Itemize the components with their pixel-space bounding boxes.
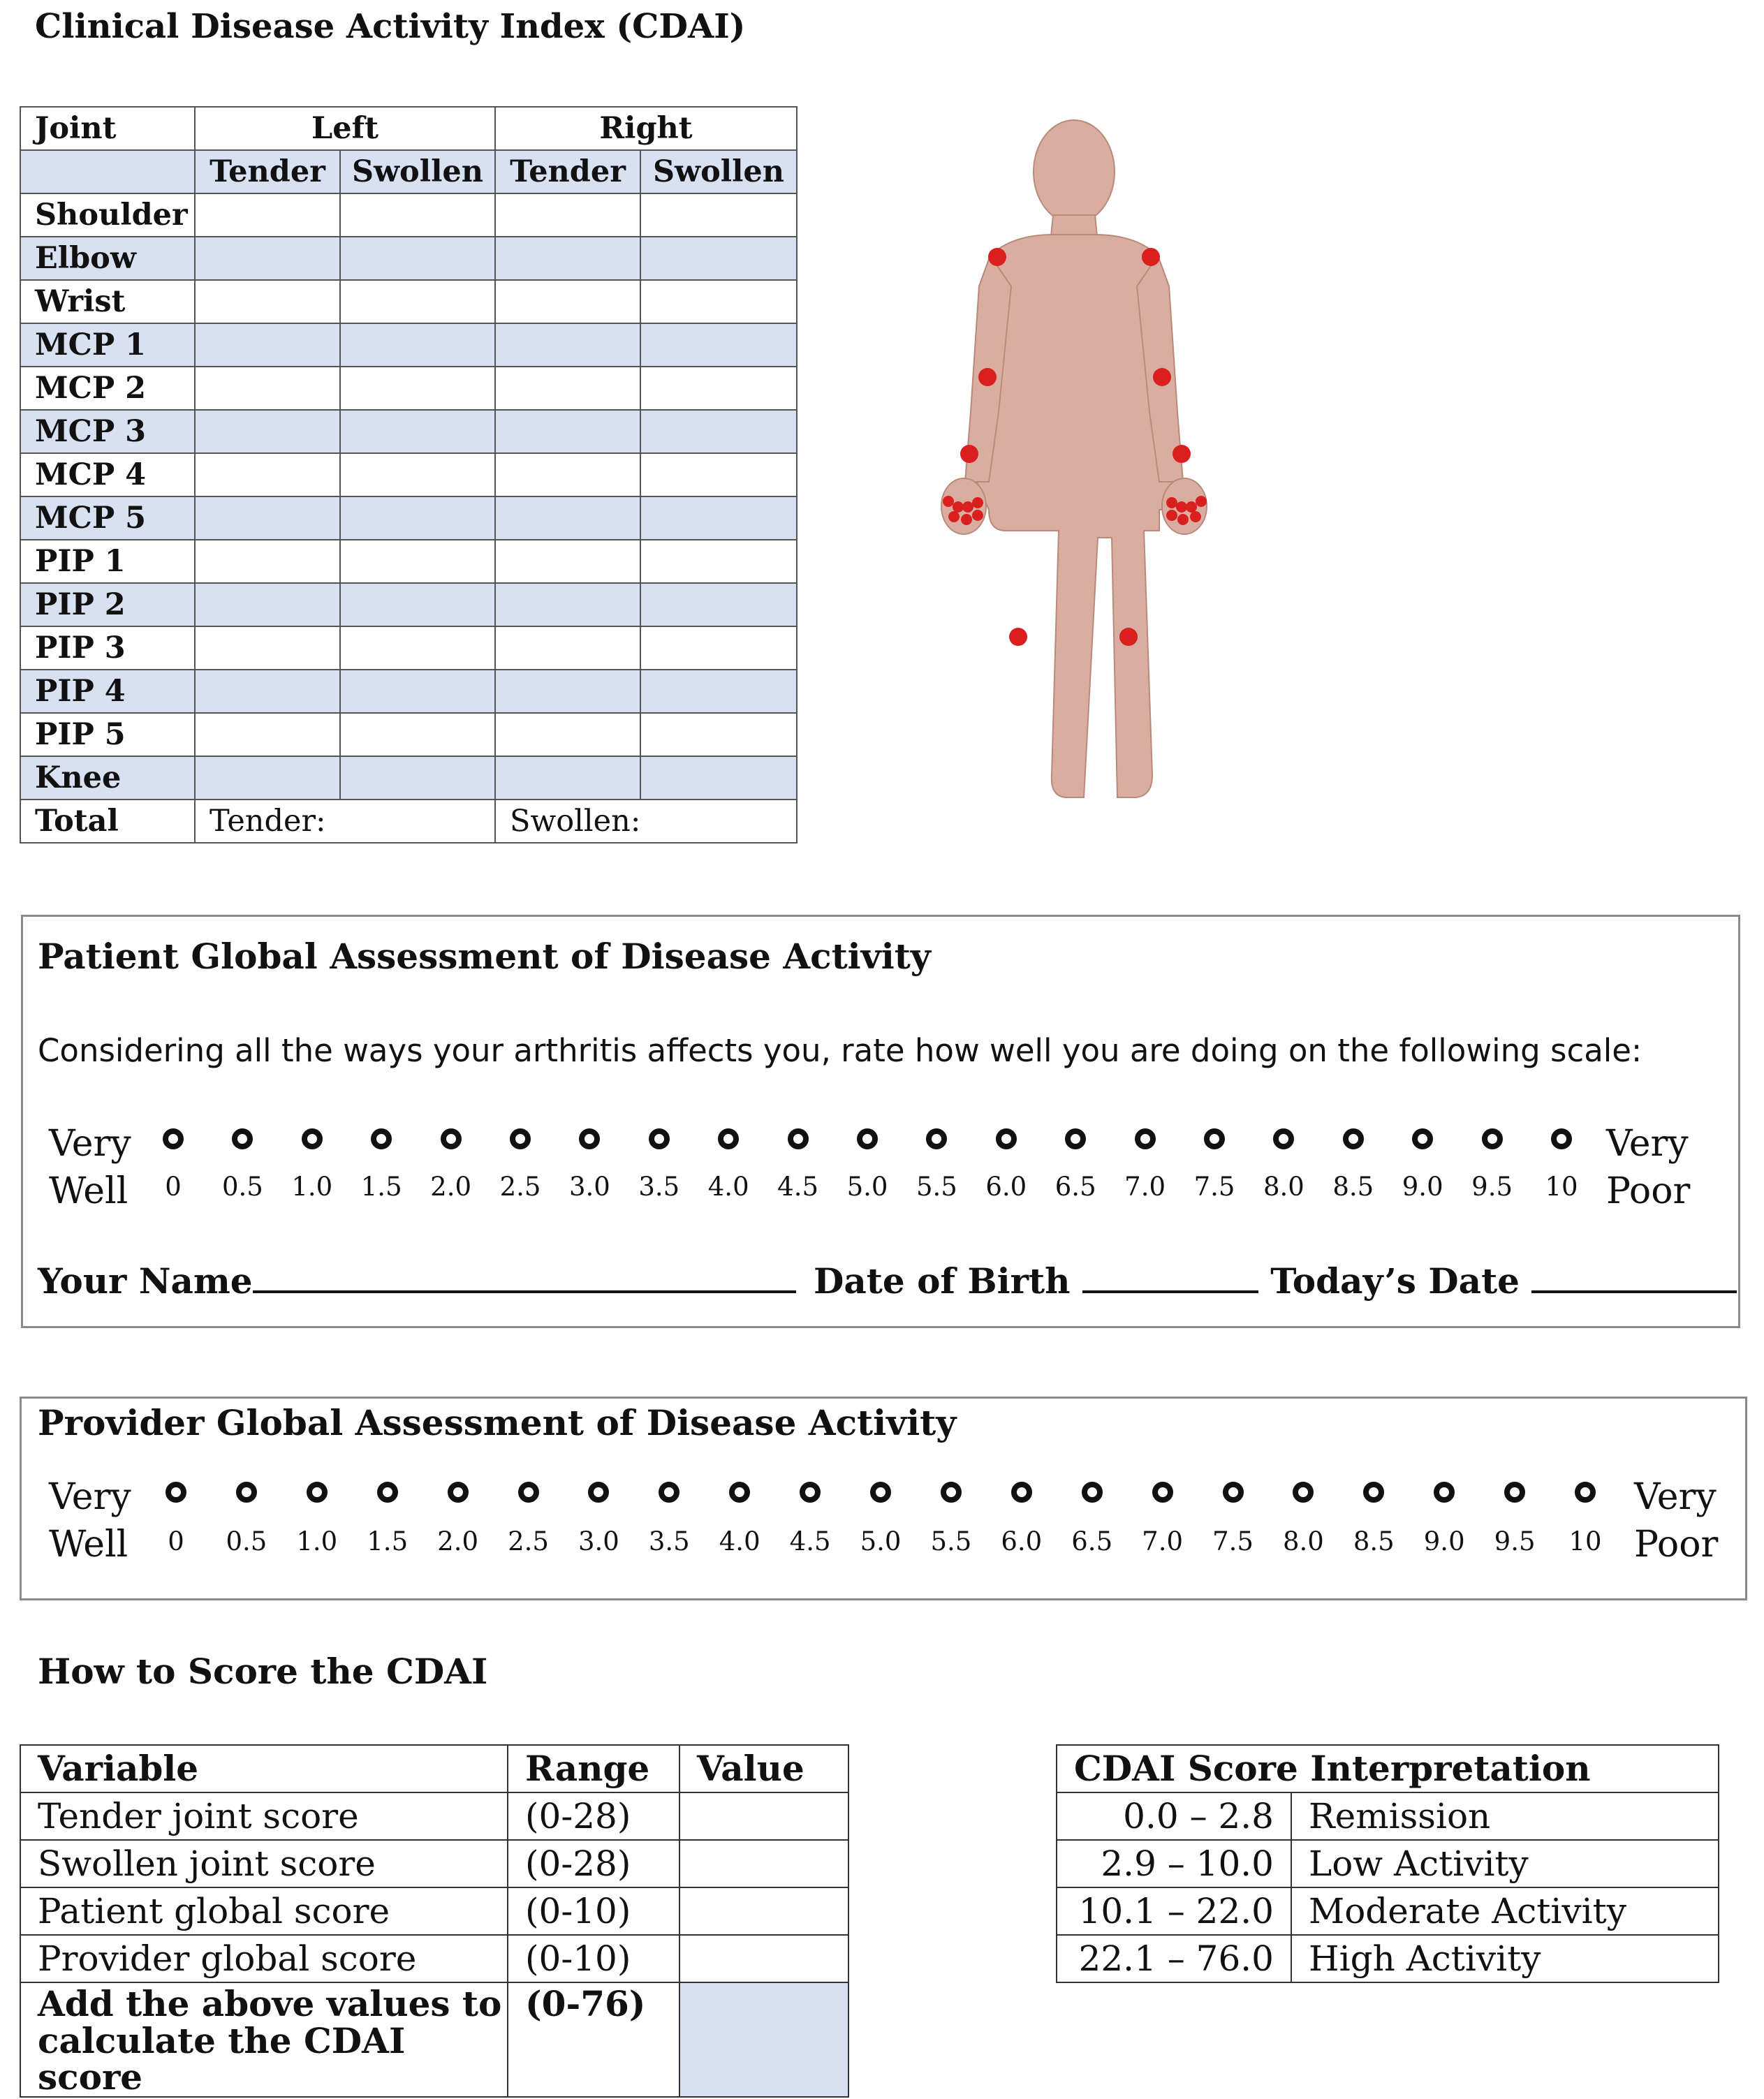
todays-date-label: Today’s Date — [1270, 1260, 1520, 1302]
cdai-total-label — [20, 1982, 508, 2097]
total-swollen-field[interactable]: Swollen: — [495, 800, 797, 843]
interpretation-table — [1056, 1744, 1719, 1983]
provider-scale-value: 6.0 — [1001, 1526, 1043, 1556]
interpretation-range: 10.1 – 22.0 — [1057, 1887, 1291, 1935]
wrist-joint-marker — [1173, 445, 1191, 463]
provider-scale-value: 9.0 — [1423, 1526, 1465, 1556]
cdai-total-value-field[interactable] — [679, 1982, 848, 2097]
joint-name: PIP 5 — [20, 713, 195, 756]
score-range: (0-28) — [508, 1840, 679, 1887]
value-header: Value — [679, 1745, 848, 1792]
interpretation-label: Low Activity — [1291, 1840, 1719, 1887]
joint-row — [20, 626, 797, 670]
left-swollen-cell[interactable] — [340, 280, 495, 323]
right-tender-cell[interactable] — [495, 713, 640, 756]
right-swollen-cell[interactable] — [640, 626, 797, 670]
left-swollen-cell[interactable] — [340, 193, 495, 237]
right-swollen-cell[interactable] — [640, 756, 797, 800]
knee-joint-marker — [1009, 628, 1027, 646]
provider-scale-radio[interactable] — [1223, 1482, 1244, 1503]
total-label: Total — [20, 800, 195, 843]
score-variable: Swollen joint score — [20, 1840, 508, 1887]
score-variable: Provider global score — [20, 1935, 508, 1982]
score-value-field[interactable] — [679, 1887, 848, 1935]
finger-joint-marker — [972, 497, 983, 508]
left-tender-cell[interactable] — [195, 540, 340, 583]
right-swollen-cell[interactable] — [640, 323, 797, 367]
finger-joint-marker — [972, 510, 983, 521]
right-swollen-cell[interactable] — [640, 193, 797, 237]
patient-scale-radio[interactable] — [996, 1128, 1017, 1149]
left-swollen-cell[interactable] — [340, 670, 495, 713]
patient-scale-value: 9.5 — [1471, 1172, 1513, 1202]
right-tender-cell[interactable] — [495, 670, 640, 713]
provider-scale-left-label — [49, 1473, 131, 1568]
todays-date-field[interactable] — [1531, 1260, 1737, 1293]
shoulder-joint-marker — [988, 248, 1006, 266]
provider-scale-radio[interactable] — [729, 1482, 750, 1503]
score-range: (0-10) — [508, 1887, 679, 1935]
left-swollen-cell[interactable] — [340, 496, 495, 540]
col-joint-header: Joint — [20, 107, 195, 150]
patient-scale-radio[interactable] — [1135, 1128, 1156, 1149]
joint-row — [20, 323, 797, 367]
right-swollen-cell[interactable] — [640, 410, 797, 453]
patient-scale-radio[interactable] — [857, 1128, 878, 1149]
left-swollen-cell[interactable] — [340, 323, 495, 367]
left-swollen-cell[interactable] — [340, 237, 495, 280]
left-tender-cell[interactable] — [195, 626, 340, 670]
right-tender-cell[interactable] — [495, 626, 640, 670]
total-tender-field[interactable]: Tender: — [195, 800, 495, 843]
finger-joint-marker — [948, 511, 960, 522]
joint-row — [20, 237, 797, 280]
provider-scale-value: 5.5 — [930, 1526, 972, 1556]
finger-joint-marker — [1166, 497, 1177, 508]
joint-count-table — [20, 106, 798, 844]
shoulder-joint-marker — [1142, 248, 1160, 266]
provider-scale-radio[interactable] — [870, 1482, 891, 1503]
provider-scale-radio[interactable] — [236, 1482, 257, 1503]
score-range: (0-10) — [508, 1935, 679, 1982]
patient-scale-radio[interactable] — [1343, 1128, 1364, 1149]
provider-scale-value: 4.0 — [719, 1526, 760, 1556]
provider-scale-radio[interactable] — [1152, 1482, 1173, 1503]
left-swollen-cell[interactable] — [340, 367, 495, 410]
patient-scale-value: 4.0 — [707, 1172, 749, 1202]
left-swollen-cell[interactable] — [340, 756, 495, 800]
joint-name: MCP 3 — [20, 410, 195, 453]
provider-scale-radio[interactable] — [1434, 1482, 1455, 1503]
joint-name: MCP 4 — [20, 453, 195, 496]
interpretation-range: 2.9 – 10.0 — [1057, 1840, 1291, 1887]
patient-scale-radio[interactable] — [788, 1128, 809, 1149]
provider-scale-radio[interactable] — [448, 1482, 469, 1503]
left-swollen-cell[interactable] — [340, 626, 495, 670]
patient-scale-radio[interactable] — [510, 1128, 531, 1149]
patient-scale-value: 7.0 — [1124, 1172, 1166, 1202]
finger-joint-marker — [1166, 510, 1177, 521]
joint-row — [20, 670, 797, 713]
provider-box-title: Provider Global Assessment of Disease Activity — [38, 1402, 957, 1443]
interpretation-range: 0.0 – 2.8 — [1057, 1792, 1291, 1840]
right-swollen-cell[interactable] — [640, 713, 797, 756]
left-swollen-cell[interactable] — [340, 713, 495, 756]
patient-scale-radio[interactable] — [1204, 1128, 1225, 1149]
patient-scale-value: 5.5 — [916, 1172, 957, 1202]
patient-scale-value: 6.5 — [1054, 1172, 1096, 1202]
joint-row — [20, 280, 797, 323]
right-tender-cell[interactable] — [495, 323, 640, 367]
patient-scale-value: 4.5 — [777, 1172, 819, 1202]
patient-box-title: Patient Global Assessment of Disease Activity — [38, 936, 931, 977]
variable-header: Variable — [20, 1745, 508, 1792]
left-tender-cell[interactable] — [195, 453, 340, 496]
provider-scale-radio[interactable] — [1575, 1482, 1596, 1503]
right-swollen-cell[interactable] — [640, 237, 797, 280]
interpretation-row — [1057, 1840, 1719, 1887]
patient-scale-value: 3.0 — [568, 1172, 610, 1202]
right-tender-cell[interactable] — [495, 583, 640, 626]
provider-scale-radio[interactable] — [518, 1482, 539, 1503]
provider-scale-value: 6.5 — [1071, 1526, 1113, 1556]
provider-scale-radio[interactable] — [800, 1482, 821, 1503]
right-label-bottom: Poor — [1634, 1524, 1719, 1566]
right-tender-cell[interactable] — [495, 540, 640, 583]
right-swollen-cell[interactable] — [640, 453, 797, 496]
your-name-label: Your Name — [38, 1260, 253, 1302]
left-tender-header: Tender — [195, 150, 340, 193]
joint-row — [20, 193, 797, 237]
how-to-score-heading: How to Score the CDAI — [38, 1651, 488, 1692]
patient-scale-value: 0.5 — [221, 1172, 263, 1202]
joint-name: MCP 5 — [20, 496, 195, 540]
score-value-field[interactable] — [679, 1792, 848, 1840]
provider-scale-value: 8.5 — [1353, 1526, 1395, 1556]
patient-scale-value: 8.5 — [1332, 1172, 1374, 1202]
right-swollen-header: Swollen — [640, 150, 797, 193]
dob-label: Date of Birth — [814, 1260, 1071, 1302]
patient-scale-radio[interactable] — [1551, 1128, 1572, 1149]
provider-scale-value: 1.5 — [367, 1526, 409, 1556]
patient-scale-value: 1.5 — [360, 1172, 402, 1202]
patient-scale-radio[interactable] — [371, 1128, 392, 1149]
left-tender-cell[interactable] — [195, 713, 340, 756]
joint-name: Shoulder — [20, 193, 195, 237]
left-tender-cell[interactable] — [195, 756, 340, 800]
figure-head — [1034, 120, 1115, 223]
score-row — [20, 1792, 848, 1840]
provider-scale-radio[interactable] — [1504, 1482, 1525, 1503]
right-tender-cell[interactable] — [495, 496, 640, 540]
provider-scale-radio[interactable] — [1011, 1482, 1032, 1503]
patient-scale-radio[interactable] — [718, 1128, 739, 1149]
provider-scale-value: 3.0 — [578, 1526, 619, 1556]
interpretation-row — [1057, 1887, 1719, 1935]
patient-scale-radio[interactable] — [302, 1128, 323, 1149]
left-tender-cell[interactable] — [195, 193, 340, 237]
score-table — [20, 1744, 849, 2098]
dob-field[interactable] — [1082, 1260, 1258, 1293]
left-tender-cell[interactable] — [195, 237, 340, 280]
provider-scale-value: 7.0 — [1142, 1526, 1184, 1556]
finger-joint-marker — [943, 496, 954, 507]
left-label-top: Very — [49, 1476, 131, 1518]
provider-scale-value: 3.5 — [648, 1526, 690, 1556]
patient-signature-row — [38, 1260, 1737, 1302]
blank-header-cell — [20, 150, 195, 193]
patient-scale-value: 6.0 — [985, 1172, 1027, 1202]
joint-name: PIP 2 — [20, 583, 195, 626]
joint-name: MCP 1 — [20, 323, 195, 367]
left-swollen-cell[interactable] — [340, 583, 495, 626]
joint-row — [20, 410, 797, 453]
interpretation-label: High Activity — [1291, 1935, 1719, 1982]
joint-row — [20, 453, 797, 496]
right-swollen-cell[interactable] — [640, 367, 797, 410]
right-label-bottom: Poor — [1606, 1170, 1691, 1212]
provider-scale-value: 0.5 — [226, 1526, 267, 1556]
patient-scale-radio[interactable] — [441, 1128, 462, 1149]
joint-row — [20, 496, 797, 540]
provider-scale-value: 10 — [1568, 1526, 1602, 1556]
provider-scale-radio[interactable] — [307, 1482, 328, 1503]
provider-scale-radio[interactable] — [166, 1482, 186, 1503]
provider-scale-radio[interactable] — [377, 1482, 398, 1503]
finger-joint-marker — [953, 501, 964, 513]
right-label-top: Very — [1634, 1476, 1717, 1518]
patient-scale-radio[interactable] — [649, 1128, 670, 1149]
score-variable: Tender joint score — [20, 1792, 508, 1840]
provider-scale-value: 9.5 — [1494, 1526, 1536, 1556]
joint-name: PIP 1 — [20, 540, 195, 583]
patient-prompt: Considering all the ways your arthritis affects you, rate how well you are doing on the following scale: — [38, 1032, 1642, 1069]
left-label-bottom: Well — [49, 1524, 128, 1566]
provider-scale-right-label — [1634, 1473, 1718, 1568]
score-value-field[interactable] — [679, 1935, 848, 1982]
patient-scale-value: 8.0 — [1263, 1172, 1304, 1202]
patient-scale-radio[interactable] — [163, 1128, 184, 1149]
joint-row — [20, 756, 797, 800]
range-header: Range — [508, 1745, 679, 1792]
knee-joint-marker — [1119, 628, 1138, 646]
left-tender-cell[interactable] — [195, 670, 340, 713]
patient-scale-value: 0 — [165, 1172, 182, 1202]
provider-scale-value: 2.0 — [437, 1526, 479, 1556]
patient-scale-value: 7.5 — [1193, 1172, 1235, 1202]
right-tender-cell[interactable] — [495, 410, 640, 453]
joint-name: PIP 4 — [20, 670, 195, 713]
provider-scale-value: 2.5 — [508, 1526, 549, 1556]
left-tender-cell[interactable] — [195, 323, 340, 367]
joint-row — [20, 367, 797, 410]
provider-scale-value: 0 — [168, 1526, 184, 1556]
interpretation-title: CDAI Score Interpretation — [1057, 1745, 1719, 1792]
provider-scale-value: 4.5 — [789, 1526, 831, 1556]
right-label-top: Very — [1606, 1123, 1689, 1165]
body-joint-diagram — [922, 119, 1229, 817]
right-swollen-cell[interactable] — [640, 583, 797, 626]
right-swollen-cell[interactable] — [640, 540, 797, 583]
interpretation-label: Remission — [1291, 1792, 1719, 1840]
left-swollen-header: Swollen — [340, 150, 495, 193]
finger-joint-marker — [961, 514, 972, 525]
provider-scale-radio[interactable] — [941, 1482, 962, 1503]
right-tender-cell[interactable] — [495, 237, 640, 280]
provider-scale-value: 7.5 — [1212, 1526, 1254, 1556]
patient-scale-right-label — [1606, 1120, 1690, 1215]
finger-joint-marker — [1186, 501, 1197, 513]
finger-joint-marker — [962, 501, 973, 513]
provider-scale-value: 8.0 — [1282, 1526, 1324, 1556]
patient-scale-value: 1.0 — [291, 1172, 333, 1202]
score-variable: Patient global score — [20, 1887, 508, 1935]
patient-scale-radio[interactable] — [1482, 1128, 1503, 1149]
patient-scale-radio[interactable] — [1065, 1128, 1086, 1149]
cdai-total-range: (0-76) — [508, 1982, 679, 2097]
score-row — [20, 1935, 848, 1982]
right-tender-header: Tender — [495, 150, 640, 193]
cdai-total-line1: Add the above values to — [38, 1983, 502, 2024]
left-tender-cell[interactable] — [195, 410, 340, 453]
left-tender-cell[interactable] — [195, 367, 340, 410]
score-range: (0-28) — [508, 1792, 679, 1840]
document-title: Clinical Disease Activity Index (CDAI) — [35, 7, 746, 46]
patient-scale-value: 10 — [1545, 1172, 1578, 1202]
finger-joint-marker — [1176, 501, 1187, 513]
left-swollen-cell[interactable] — [340, 540, 495, 583]
provider-scale-value: 5.0 — [860, 1526, 902, 1556]
col-left-header: Left — [195, 107, 495, 150]
patient-scale-left-label — [49, 1120, 131, 1215]
joint-name: Knee — [20, 756, 195, 800]
your-name-field[interactable] — [253, 1260, 796, 1293]
right-tender-cell[interactable] — [495, 193, 640, 237]
left-label-bottom: Well — [49, 1170, 128, 1212]
patient-scale-value: 3.5 — [638, 1172, 680, 1202]
patient-scale-value: 5.0 — [846, 1172, 888, 1202]
cdai-total-line2: calculate the CDAI score — [38, 2019, 406, 2098]
right-swollen-cell[interactable] — [640, 280, 797, 323]
interpretation-label: Moderate Activity — [1291, 1887, 1719, 1935]
elbow-joint-marker — [978, 368, 997, 386]
provider-scale-value: 1.0 — [296, 1526, 338, 1556]
right-tender-cell[interactable] — [495, 280, 640, 323]
right-swollen-cell[interactable] — [640, 496, 797, 540]
finger-joint-marker — [1196, 496, 1207, 507]
left-swollen-cell[interactable] — [340, 410, 495, 453]
patient-scale-value: 2.0 — [430, 1172, 472, 1202]
right-swollen-cell[interactable] — [640, 670, 797, 713]
right-tender-cell[interactable] — [495, 367, 640, 410]
left-tender-cell[interactable] — [195, 496, 340, 540]
wrist-joint-marker — [960, 445, 978, 463]
joint-name: MCP 2 — [20, 367, 195, 410]
interpretation-row — [1057, 1935, 1719, 1982]
provider-scale-radio[interactable] — [1082, 1482, 1103, 1503]
left-tender-cell[interactable] — [195, 280, 340, 323]
interpretation-row — [1057, 1792, 1719, 1840]
joint-name: Elbow — [20, 237, 195, 280]
patient-scale-value: 9.0 — [1402, 1172, 1443, 1202]
finger-joint-marker — [1190, 511, 1201, 522]
right-tender-cell[interactable] — [495, 453, 640, 496]
joint-name: PIP 3 — [20, 626, 195, 670]
col-right-header: Right — [495, 107, 797, 150]
joint-name: Wrist — [20, 280, 195, 323]
left-label-top: Very — [49, 1123, 131, 1165]
score-row — [20, 1887, 848, 1935]
score-value-field[interactable] — [679, 1840, 848, 1887]
interpretation-range: 22.1 – 76.0 — [1057, 1935, 1291, 1982]
patient-scale-radio[interactable] — [1412, 1128, 1433, 1149]
joint-row — [20, 583, 797, 626]
left-swollen-cell[interactable] — [340, 453, 495, 496]
finger-joint-marker — [1177, 514, 1189, 525]
joint-row — [20, 713, 797, 756]
elbow-joint-marker — [1153, 368, 1171, 386]
patient-scale-value: 2.5 — [499, 1172, 541, 1202]
score-row — [20, 1840, 848, 1887]
joint-row — [20, 540, 797, 583]
left-tender-cell[interactable] — [195, 583, 340, 626]
right-tender-cell[interactable] — [495, 756, 640, 800]
